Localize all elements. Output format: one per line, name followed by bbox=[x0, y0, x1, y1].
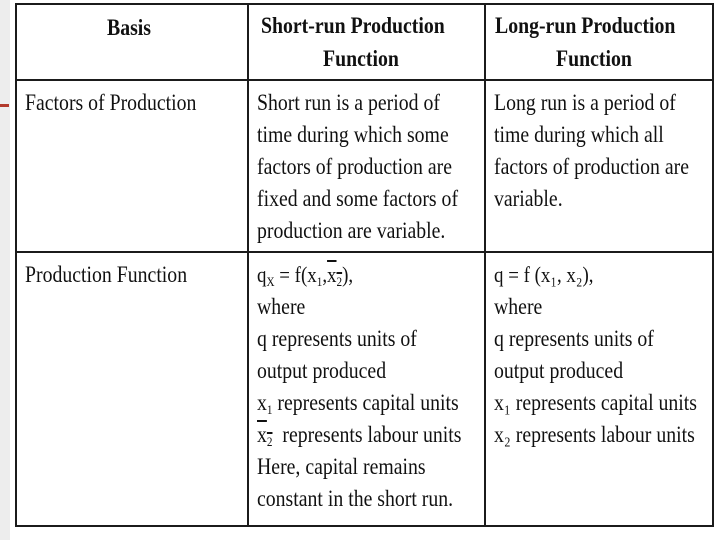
cell-short-run-production-function: $q_X = f(x_1,x_2)$, where q represents units of output produced $x_1$ represents capital units $x_2$ represents labour units Here, capital remains constant in the short run. bbox=[248, 252, 485, 526]
header-short-run-line: Short-run Production bbox=[260, 13, 445, 38]
table-row bbox=[16, 80, 713, 252]
slide-left-bar bbox=[0, 0, 10, 540]
short-run-formula: $q_X = f(x_1,x_2)$, bbox=[257, 262, 354, 289]
slide-accent-mark bbox=[0, 104, 9, 107]
cell-basis-production-function: Production Function bbox=[16, 252, 248, 526]
cell-long-run-factors: Long run is a period of time during which all factors of production are variable. bbox=[485, 80, 713, 252]
long-run-formula: q = f (x₁, x₂), bbox=[494, 262, 594, 287]
cell-long-run-production-function: q = f (x₁, x₂), where q represents units of output produced x₁ represents capital units x₂ represents labour units bbox=[485, 252, 713, 526]
comparison-table bbox=[15, 3, 714, 527]
header-short-run bbox=[248, 4, 485, 80]
header-long-run-line: Function bbox=[555, 46, 632, 71]
header-short-run-line: Function bbox=[323, 46, 400, 71]
table-row bbox=[16, 252, 713, 526]
short-run-capital-line: $x_1$ represents capital units bbox=[257, 390, 459, 417]
cell-short-run-factors: Short run is a period of time during which some factors of production are fixed and some factors of production are variable. bbox=[248, 80, 485, 252]
short-run-labour-line: $x_2$ represents labour units bbox=[257, 422, 462, 449]
header-long-run-line: Long-run Production bbox=[495, 13, 676, 38]
cell-basis-factors: Factors of Production bbox=[16, 80, 248, 252]
header-basis: Basis bbox=[16, 4, 248, 80]
header-long-run bbox=[485, 4, 713, 80]
table-header-row bbox=[16, 4, 713, 80]
